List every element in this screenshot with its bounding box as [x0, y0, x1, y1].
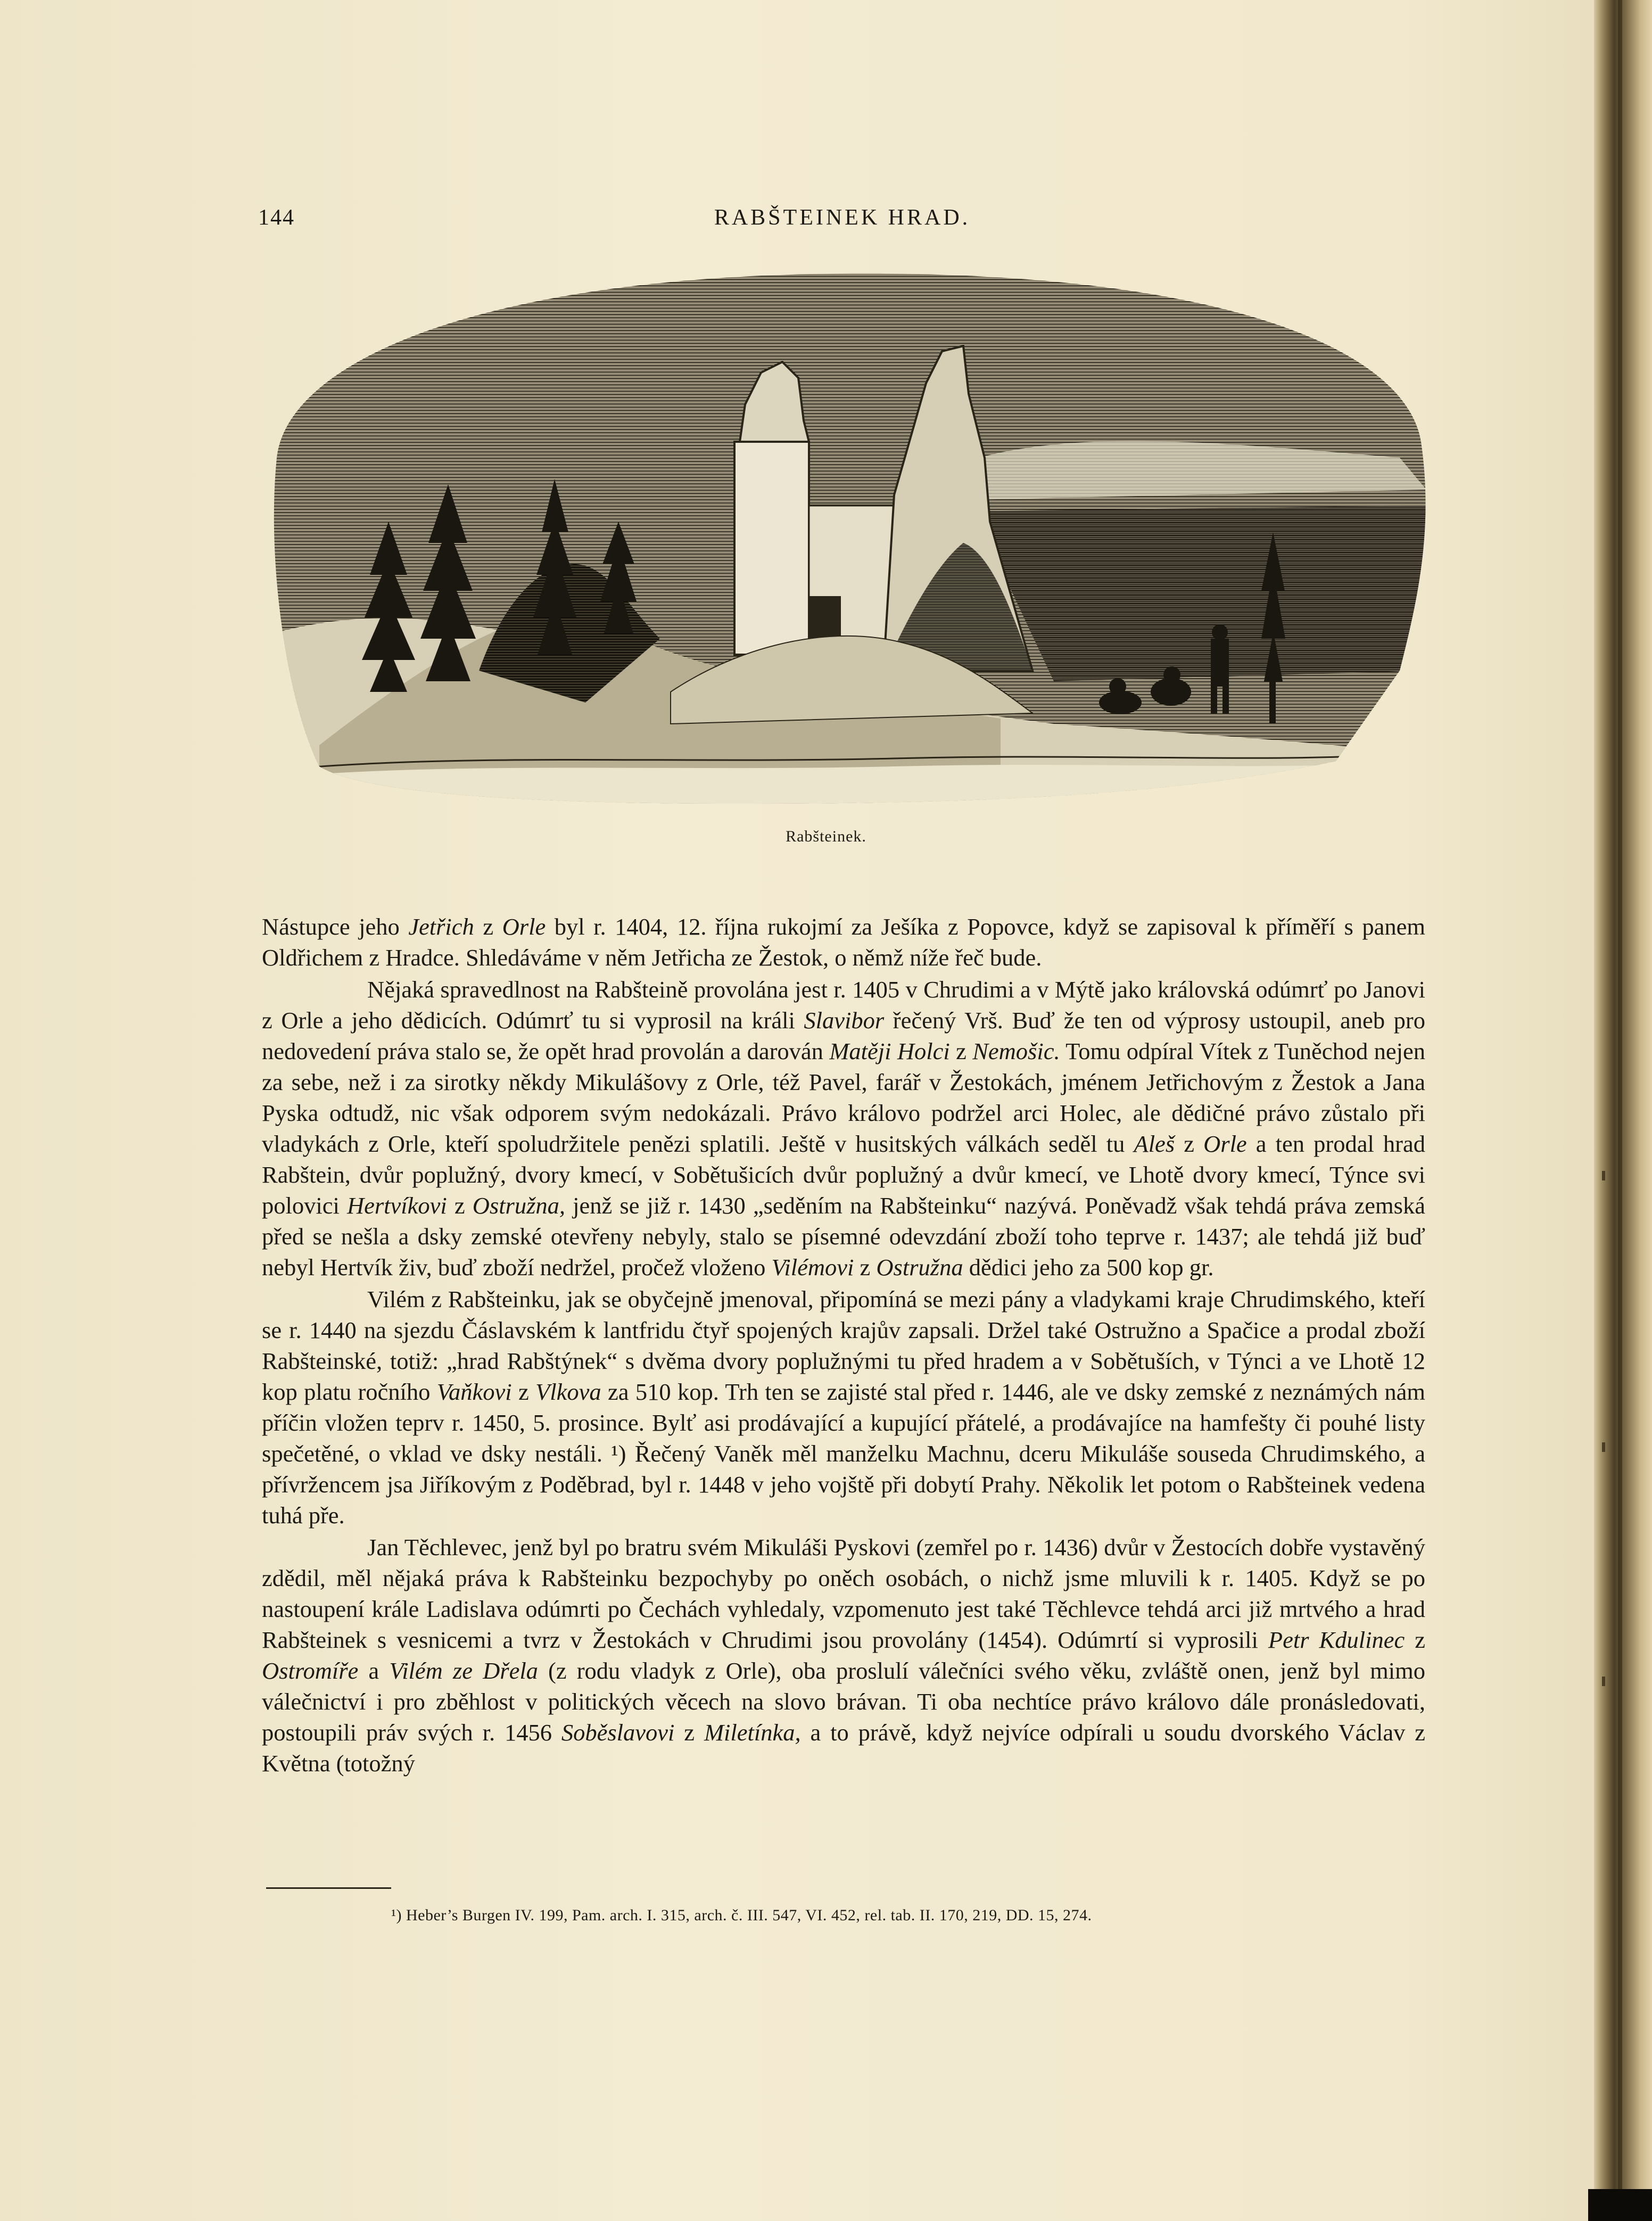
scan-corner: [1588, 2189, 1652, 2221]
margin-mark: [1602, 1677, 1605, 1686]
paragraph: Vilém z Rabšteinku, jak se obyčejně jmenoval, připomíná se mezi pány a vladykami kraje Chrudimského, kteří se r. 1440 na sjezdu Čáslavském k lantfridu čtyř spojených krajův zapsali. Držel také Ostružno a Spačice a prodal zboží Rabšteinské, totiž: „hrad Rabštýnek“ s dvěma dvory poplužnými tu před hradem a v Sobětuších, v Týnci a ve Lhotě 12 kop platu ročního Vaňkovi z Vlkova za 510 kop. Trh ten se zajisté stal před r. 1446, ale ve dsky zemské z neznámých nám příčin vložen teprv r. 1450, 5. prosince. Bylť asi prodávající a kupující přátelé, a prodávajíce na hamfešty či pouhé listy spečetěné, o vklad ve dsky nestáli. ¹) Řečený Vaněk měl manželku Machnu, dceru Mikuláše souseda Chrudimského, a přívržencem jsa Jiříkovým z Poděbrad, byl r. 1448 v jeho vojště při dobytí Prahy. Několik let potom o Rabšteinek vedena tuhá pře.: [262, 1286, 1425, 1529]
margin-mark: [1602, 1171, 1605, 1180]
footnote: ¹) Heber’s Burgen IV. 199, Pam. arch. I. 315, arch. č. III. 547, VI. 452, rel. tab. II. 170, 219, DD. 15, 274.: [391, 1906, 1092, 1924]
page-header: [258, 205, 1426, 237]
paragraph: Jan Těchlevec, jenž byl po bratru svém Mikuláši Pyskovi (zemřel po r. 1436) dvůr v Žestocích dobře vystavěný zdědil, měl nějaká práva k Rabšteinku bezpochyby po oněch osobách, o nichž jsme mluvili k r. 1405. Když se po nastoupení krále Ladislava odúmrti po Čechách vyhledaly, vzpomenuto jest také Těchlevce tehdá arci již mrtvého a hrad Rabšteinek s vesnicemi a tvrz v Žestokách v Chrudimi jsou provolány (1454). Odúmrtí si vyprosili Petr Kdulinec z Ostromíře a Vilém ze Dřela (z rodu vladyk z Orle), oba proslulí válečníci svého věku, zvláště onen, jenž byl mimo válečnictví i pro zběhlost v politických věcech na slovo brávan. Ti oba nechtíce právo královo dále pronásledovati, postoupili práv svých r. 1456 Soběslavovi z Miletínka, a to právě, když nejvíce odpírali u soudu dvorského Václav z Května (totožný: [262, 1534, 1425, 1777]
running-title: RABŠTEINEK HRAD.: [714, 205, 971, 230]
book-spine-gutter: [1594, 0, 1652, 2221]
body-text: [262, 911, 1425, 1780]
paragraph: Nástupce jeho Jetřich z Orle byl r. 1404, 12. října rukojmí za Ješíka z Popovce, když se zapisoval k příměří s panem Oldřichem z Hradce. Shledáváme v něm Jetřicha ze Žestok, o němž níže řeč bude.: [262, 913, 1425, 971]
page-number: 144: [258, 205, 295, 230]
figure-caption: Rabšteinek.: [786, 828, 866, 845]
castle-ruin-engraving: [255, 266, 1437, 820]
paragraph: Nějaká spravedlnost na Rabšteině provolána jest r. 1405 v Chrudimi a v Mýtě jako královská odúmrť po Janovi z Orle a jeho dědicích. Odúmrť tu si vyprosil na králi Slavibor řečený Vrš. Buď že ten od výprosy ustoupil, aneb pro nedovedení práva stalo se, že opět hrad provolán a darován Matěji Holci z Nemošic. Tomu odpíral Vítek z Tuněchod nejen za sebe, než i za sirotky někdy Mikulášovy z Orle, též Pavel, farář v Žestokách, jménem Jetřichovým z Žestok a Jana Pyska odtudž, nic však odporem svým nedokázali. Právo královo podržel arci Holec, ale dědičné právo zůstalo při vladykách z Orle, kteří spoludržitele penězi splatili. Ještě v husitských válkách seděl tu Aleš z Orle a ten prodal hrad Rabštein, dvůr poplužný, dvory kmecí, v Sobětušicích dvůr poplužný a dvůr kmecí, ve Lhotě dvory kmecí, Týnce svi polovici Hertvíkovi z Ostružna, jenž se již r. 1430 „seděním na Rabšteinku“ nazývá. Poněvadž však tehdá práva zemská před se nešla a dsky zemské otevřeny nebyly, stalo se písemné odevzdání zboží toho teprve r. 1437; ale tehdá již buď nebyl Hertvík živ, buď zboží nedržel, pročež vloženo Vilémovi z Ostružna dědici jeho za 500 kop gr.: [262, 976, 1425, 1281]
gutter-shadow: [1618, 0, 1622, 2221]
margin-mark: [1602, 1442, 1605, 1452]
footnote-rule: [266, 1887, 391, 1889]
